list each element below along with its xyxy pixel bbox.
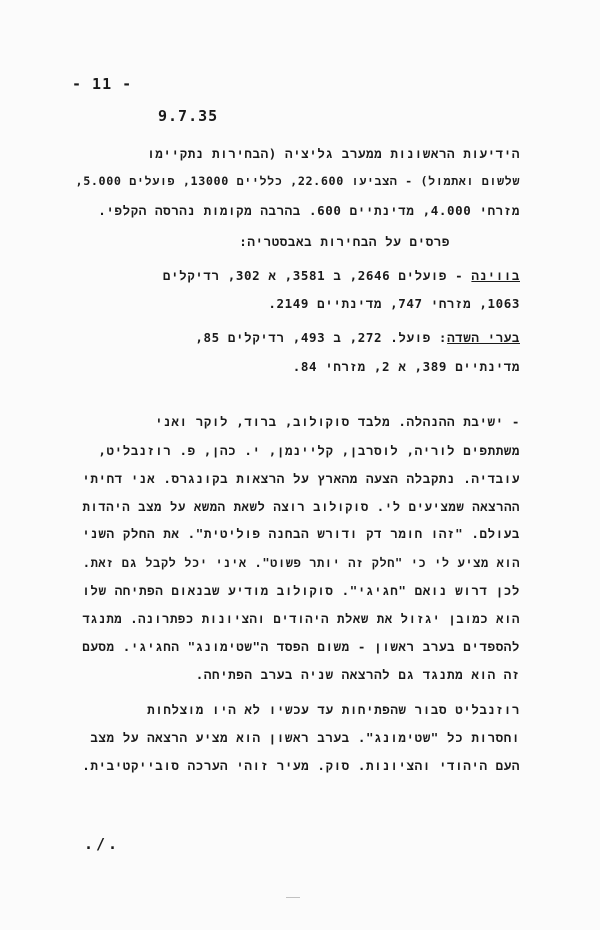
paragraph-line: הידיעות הראשונות ממערב גליציה (הבחירות נתקיימו (147, 146, 520, 161)
paragraph-line: עובדיה. נתקבלה הצעה מהארץ על הרצאות בקונגרס. אני דחיתי (82, 471, 520, 486)
paragraph-line: משתתפים לוריה, לוסרבן, קליינמן, י. כהן, פ. רוזנבליט, (98, 443, 520, 458)
paragraph-line: ההרצאה שמציעים לי. סוקולוב רוצה לשאת המשא על מצב היהדות (82, 500, 520, 514)
page-number: - 11 - (72, 75, 133, 93)
paragraph-line: הוא מציע לי כי "חלק זה יותר פשוט". איני יכל לקבל גם זאת. (82, 556, 520, 570)
paragraph-line: הוא כמובן יגזול את שאלת היהודים והציונות כפתרונה. מתנגד (82, 612, 520, 626)
document-date: 9.7.35 (158, 107, 219, 125)
paragraph-line: רוזנבליט סבור שהפתיחות עד עכשיו לא היו מוצלחות (147, 702, 520, 717)
results-line (195, 330, 520, 346)
footer-mark: ./. (84, 835, 121, 853)
results-location-label: בערי השדה (447, 330, 520, 345)
results-line: 1063, מזרחי 747, מדינתיים 2149. (268, 296, 520, 311)
paragraph-line: זה הוא מתנגד גם להרצאה שניה בערב הפתיחה. (195, 667, 520, 682)
results-values: : פועל. 272, ב 493, רדיקלים 85, (195, 330, 448, 345)
paragraph-line: מזרחי 4.000, מדינתיים 600. בהרבה מקומות נהרסה הקלפי. (98, 203, 520, 218)
results-location-label: בווינה (471, 268, 520, 283)
paragraph-line: וחסרות כל "שטימונג". בערב ראשון הוא מציע הרצאה על מצב (90, 730, 520, 745)
scan-speck (286, 897, 300, 898)
results-line (163, 268, 520, 284)
paragraph-line: בעולם. "זהו חומר דק ודורש הבחנה פוליטית". את החלק השני (82, 526, 520, 541)
paragraph-line: שלשום ואתמול) - הצביעו 22.600, כלליים 13000, פועלים 5.000, (75, 174, 520, 188)
section-title: פרסים על הבחירות באבסטריה: (239, 234, 450, 249)
paragraph-line: להספדים בערב ראשון - משום הפסד ה"שטימונג" החגיגי. מסעם (82, 639, 520, 654)
paragraph-line: לכן דרוש נואם "חגיגי". סוקולוב מודיע שבנאום הפתיחה שלו (82, 583, 520, 598)
paragraph-line: העם היהודי והציונות. סוק. מעיר זוהי הערכה סובייקטיבית. (82, 758, 520, 773)
paragraph-line: - ישיבת ההנהלה. מלבד סוקולוב, ברוד, לוקר ואני (155, 414, 520, 429)
results-line: מדינתיים 389, א 2, מזרחי 84. (292, 359, 520, 374)
results-values: - פועלים 2646, ב 3581, א 302, רדיקלים (162, 268, 472, 283)
